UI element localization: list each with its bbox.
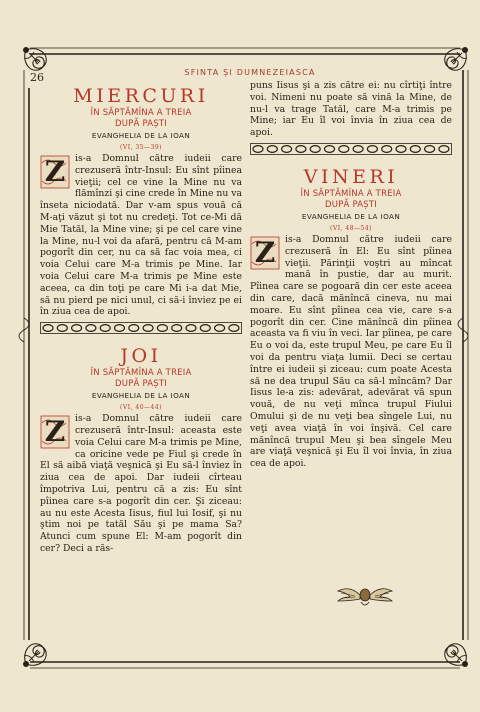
page-number: 26 bbox=[30, 71, 44, 84]
border-strip-icon bbox=[40, 322, 242, 334]
section-vineri bbox=[250, 165, 452, 470]
gospel-text bbox=[40, 153, 242, 318]
gospel-body: is-a Domnul către iudeii care crezuseră în El: Eu sînt pîinea vieţii. Părinţii voştri au mîncat mană în pustie, dar au murit. Pîinea care se pogoară din cer este aceea din care, dacă mănîncă cineva, nu mai moare. Eu sînt pîinea cea vie, care s-a pogorît din cer. Cine mănîncă din pîinea aceasta va fi viu în veci. Iar pîinea, pe care Eu o voi da, este trupul Meu, pe care Eu îl voi da pentru viaţa lumii. Deci se certau între ei iudeii şi ziceau: cum poate Acesta să ne dea trupul Său ca să-l mîncăm? Dar Iisus le-a zis: adevărat, adevărat vă spun vouă, de nu veţi mînca trupul Fiului Omului şi de nu veţi bea sîngele Lui, nu veţi avea viaţă în voi înşivă. Cel care mănîncă trupul Meu şi bea sîngele Meu are viaţă veşnică şi Eu îl voi învia, în ziua cea de apoi. bbox=[250, 233, 452, 470]
gospel-heading: EVANGHELIA DE LA IOAN bbox=[91, 131, 191, 140]
border-ring bbox=[172, 325, 182, 332]
left-column bbox=[40, 82, 242, 555]
gospel-text bbox=[250, 234, 452, 470]
border-ring bbox=[325, 146, 335, 153]
gospel-body: is-a Domnul către iudeii care crezuseră într-Insul: Eu sînt pîinea vieţii; cel ce vine la Mine nu va flămînzi şi cine crede în Mine nu va înseta niciodată. Dar v-am spus vouă că M-aţi văzut şi tot nu credeţi. Tot ce-Mi dă Mie Tatăl, la Mine vine; şi pe cel care vine la Mine, nu-l voi da afară, pentru că M-am pogorît din cer, nu ca să fac voia mea, ci voia Celui care M-a trimis pe Mine. Iar voia Celui care M-a trimis pe Mine este aceea, ca din toţi pe care Mi i-a dat Mie, să nu pierd pe nici unul, ci să-i înviez pe ei în ziua cea de apoi. bbox=[40, 153, 242, 318]
right-column bbox=[250, 80, 452, 470]
gospel-heading: EVANGHELIA DE LA IOAN bbox=[91, 391, 191, 401]
after-subtitle: DUPĂ PAȘTI bbox=[115, 119, 167, 129]
verse-reference: (VI, 40—44) bbox=[120, 404, 162, 412]
border-ring bbox=[353, 146, 363, 153]
border-ring bbox=[86, 325, 96, 332]
verse-reference: (VI, 35—39) bbox=[120, 144, 162, 151]
gospel-body: is-a Domnul către iudeii care crezuseră într-Insul: aceasta este voia Celui care M-a trimis pe Mine, ca oricine vede pe Fiul şi crede în El să aibă viaţă veşnică şi Eu să-l înviez în ziua cea de apoi. Dar iudeii cîrteau împotriva Lui, pentru că a zis: Eu sînt pîinea care s-a pogorît din cer. Şi ziceau: au nu este Acesta Iisus, fiul lui Iosif, şi nu ştim noi pe tatăl Său şi pe mama Sa? Atunci cum spune El: M-am pogorît din cer? Deci a răs- bbox=[40, 413, 242, 554]
border-strip-icon bbox=[250, 143, 452, 155]
border-ring bbox=[396, 146, 406, 153]
border-ring bbox=[253, 146, 263, 153]
dropcap-letter: Z bbox=[44, 155, 66, 188]
border-ring bbox=[382, 146, 392, 153]
after-subtitle: DUPĂ PAȘTI bbox=[325, 199, 377, 210]
dropcap-letter: Z bbox=[254, 235, 276, 269]
section-title: JOI bbox=[120, 345, 162, 368]
border-ring bbox=[339, 146, 349, 153]
border-ring bbox=[129, 325, 139, 332]
border-ring bbox=[100, 325, 110, 332]
running-title: SFINTA ȘI DUMNEZEIASCA bbox=[184, 68, 316, 77]
border-ring bbox=[439, 146, 449, 153]
border-ring bbox=[296, 146, 306, 153]
border-ring bbox=[310, 146, 320, 153]
border-ring bbox=[282, 146, 292, 153]
border-ring bbox=[72, 325, 82, 332]
dropcap-letter: Z bbox=[44, 415, 66, 449]
section-title: MIERCURI bbox=[73, 85, 209, 107]
border-ring bbox=[157, 325, 167, 332]
border-ring bbox=[186, 325, 196, 332]
winged-angel-icon bbox=[337, 584, 393, 610]
gospel-text-continued bbox=[250, 80, 452, 139]
border-ring bbox=[410, 146, 420, 153]
border-ring bbox=[267, 146, 277, 153]
gospel-text bbox=[40, 413, 242, 555]
border-ring bbox=[143, 325, 153, 332]
border-ring bbox=[43, 325, 53, 332]
border-ring bbox=[200, 325, 210, 332]
week-subtitle: ÎN SĂPTĂMÎNA A TREIA bbox=[90, 368, 192, 379]
border-ring bbox=[215, 325, 225, 332]
border-ring bbox=[367, 146, 377, 153]
week-subtitle: ÎN SĂPTĂMÎNA A TREIA bbox=[300, 188, 402, 199]
gospel-heading: EVANGHELIA DE LA IOAN bbox=[301, 211, 401, 221]
border-ring bbox=[229, 325, 239, 332]
border-ring bbox=[57, 325, 67, 332]
section-joi bbox=[40, 344, 242, 555]
dropcap-icon bbox=[40, 155, 70, 189]
border-ring bbox=[115, 325, 125, 332]
verse-reference: (VI, 48—54) bbox=[330, 224, 372, 232]
after-subtitle: DUPĂ PAȘTI bbox=[115, 379, 167, 390]
week-subtitle: ÎN SĂPTĂMÎNA A TREIA bbox=[90, 108, 192, 118]
dropcap-icon bbox=[250, 236, 280, 270]
dropcap-icon bbox=[40, 415, 70, 449]
section-miercuri bbox=[40, 84, 242, 318]
section-title: VINERI bbox=[303, 165, 399, 188]
border-ring bbox=[425, 146, 435, 153]
gospel-body-continued: puns Iisus şi a zis către ei: nu cîrtiţi între voi. Nimeni nu poate să vină la Mine, de nu-l va trage Tatăl, care M-a trimis pe Mine; iar Eu îl voi învia în ziua cea de apoi. bbox=[250, 80, 452, 139]
